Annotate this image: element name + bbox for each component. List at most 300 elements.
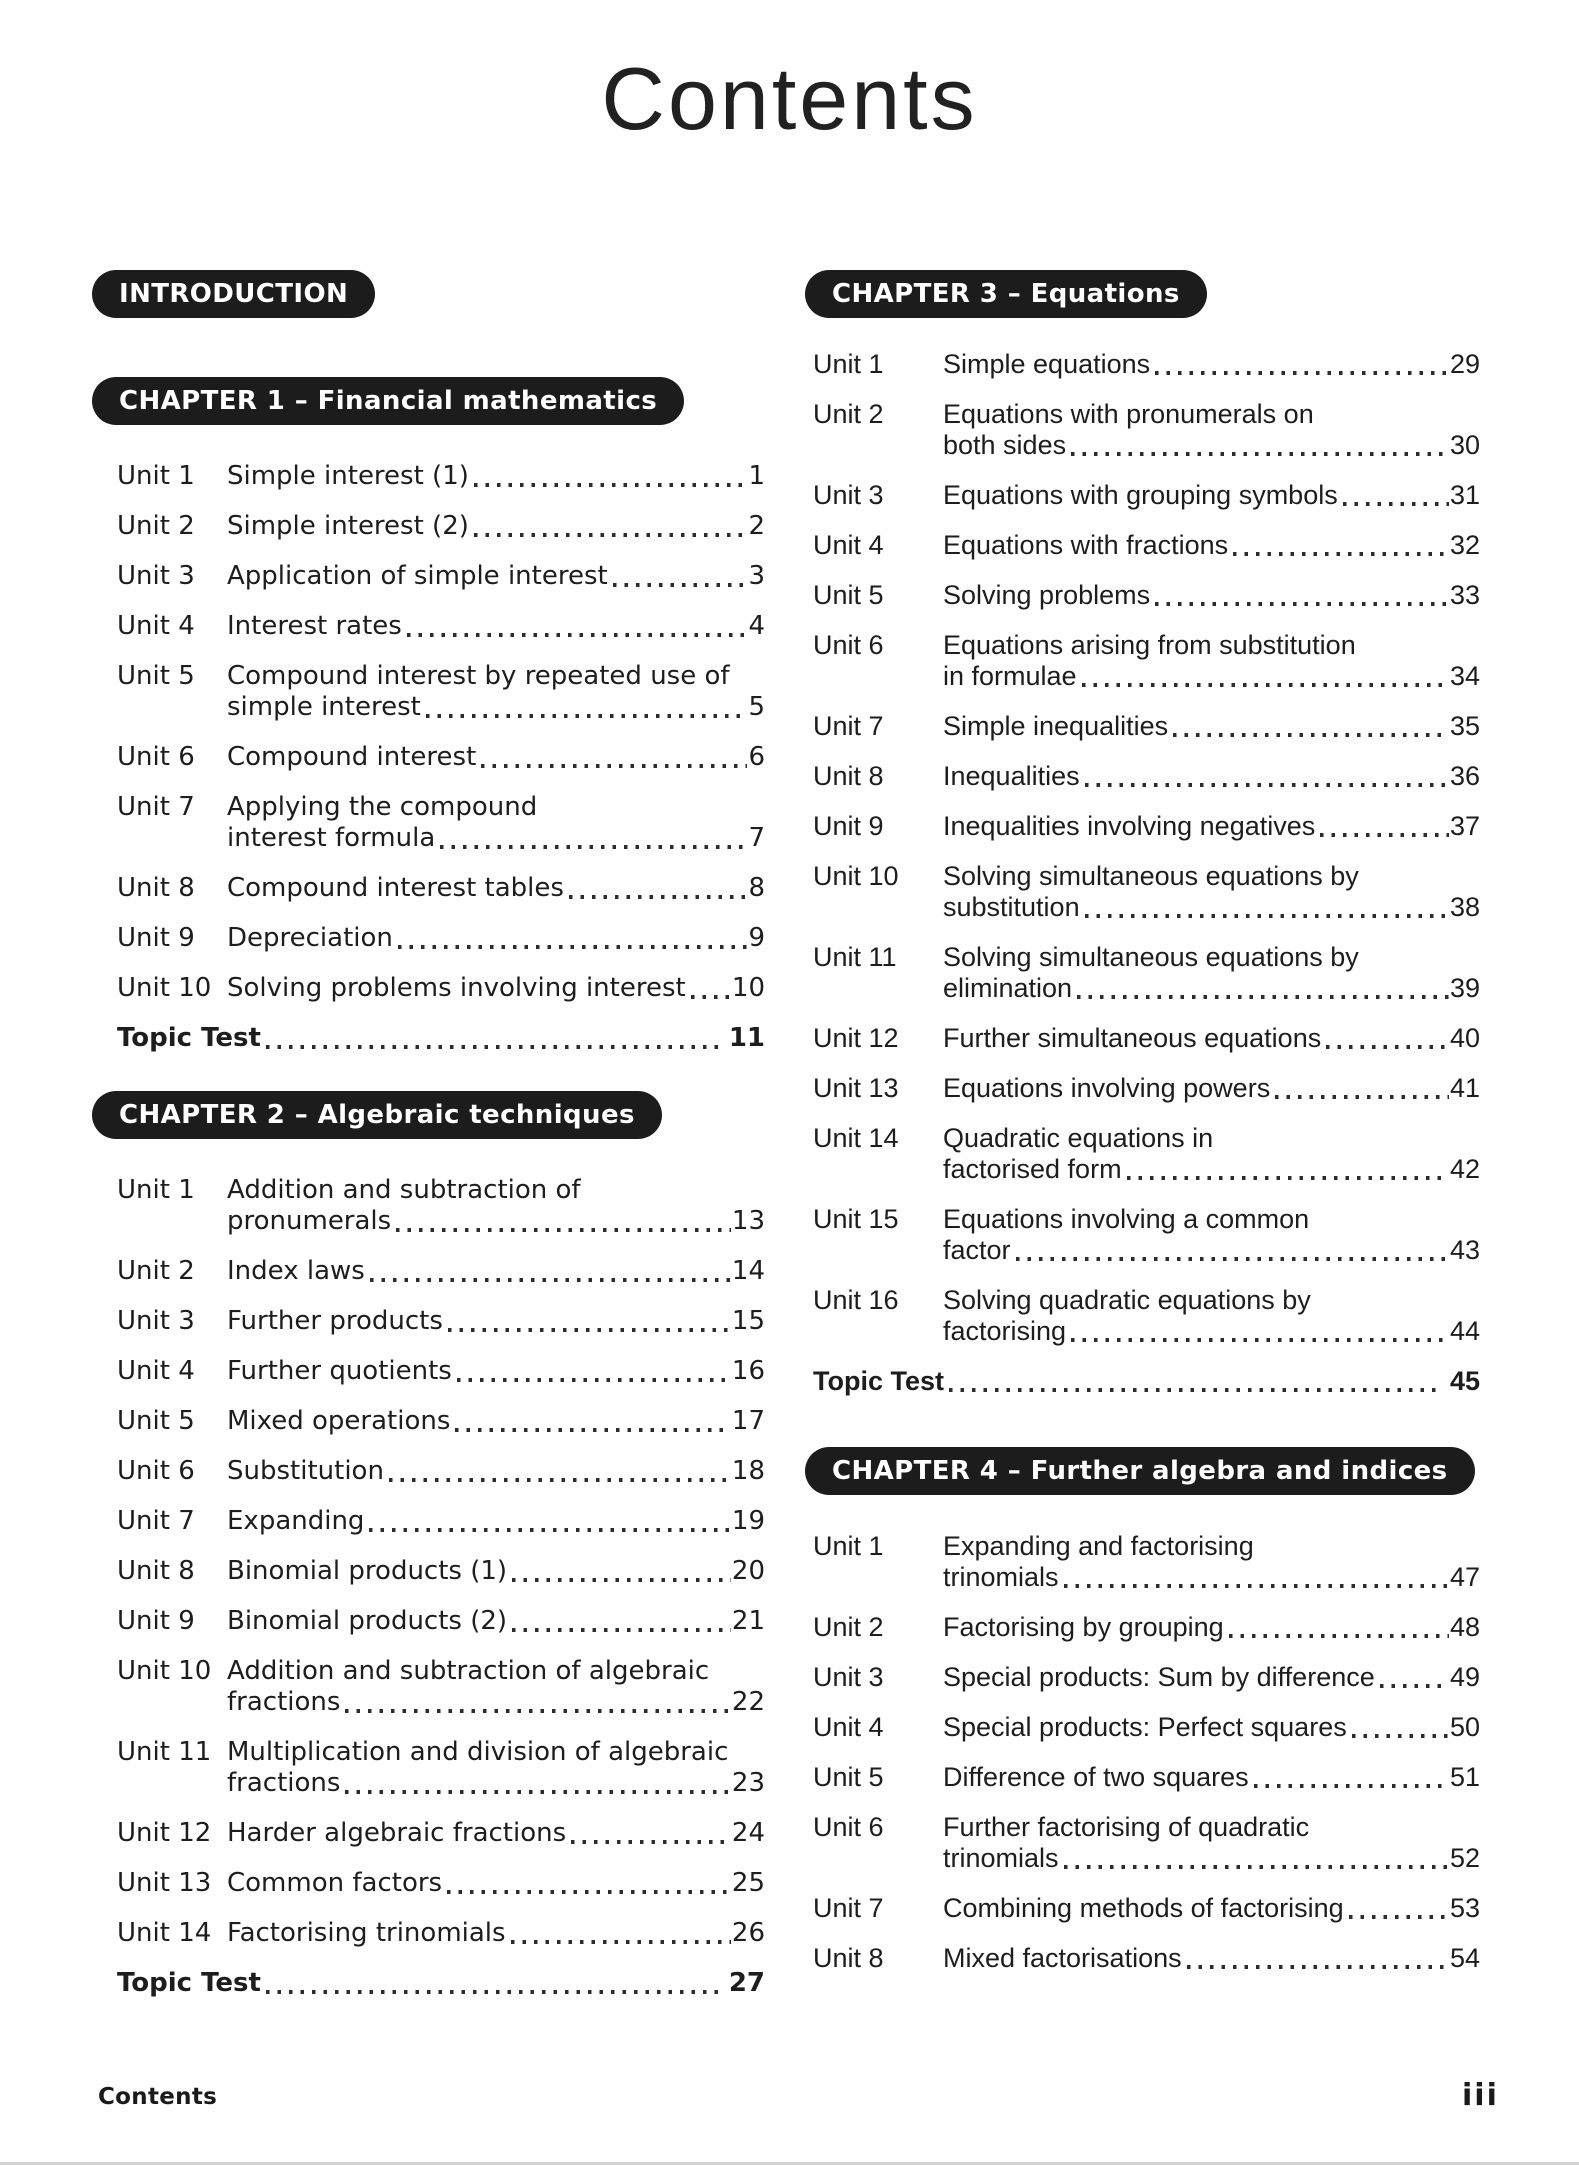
toc-entry [813, 530, 1480, 561]
unit-page-number: 25 [731, 1868, 765, 1898]
unit-title-last-line [227, 823, 765, 854]
dot-leader [1127, 1176, 1449, 1180]
unit-title: trinomials [943, 1562, 1059, 1592]
unit-title-block [227, 611, 765, 642]
unit-page-number: 50 [1449, 1712, 1480, 1742]
unit-page-number: 22 [731, 1687, 765, 1717]
unit-label: Unit 9 [117, 1606, 195, 1636]
unit-title: Compound interest [227, 742, 477, 772]
unit-page-number: 34 [1449, 661, 1480, 691]
unit-page-number: 14 [731, 1256, 765, 1286]
unit-title-last-line [943, 1562, 1480, 1593]
topic-test-entry [813, 1366, 1480, 1397]
unit-title-last-line [943, 711, 1480, 742]
dot-leader [266, 1045, 720, 1049]
footer-page-number: iii [1462, 2078, 1499, 2113]
topic-test-page-number: 11 [728, 1023, 765, 1053]
toc-entry [117, 1306, 765, 1337]
unit-title-line: Addition and subtraction of algebraic [227, 1656, 710, 1686]
dot-leader [1326, 1045, 1449, 1049]
toc-entry [117, 1356, 765, 1387]
unit-label: Unit 3 [117, 561, 195, 591]
toc-entry [117, 873, 765, 904]
unit-title-last-line [227, 1768, 765, 1799]
toc-entry [813, 711, 1480, 742]
unit-page-number: 19 [731, 1506, 765, 1536]
topic-test-line [813, 1366, 1480, 1397]
unit-label: Unit 6 [117, 742, 195, 772]
unit-page-number: 15 [731, 1306, 765, 1336]
dot-leader [613, 583, 748, 587]
unit-title-line: Applying the compound [227, 792, 538, 822]
unit-title-block [227, 1918, 765, 1949]
unit-label: Unit 6 [813, 1812, 884, 1842]
unit-page-number: 53 [1449, 1893, 1480, 1923]
unit-label: Unit 4 [813, 530, 884, 560]
dot-leader [1380, 1684, 1449, 1688]
unit-title-block [943, 711, 1480, 742]
unit-title-last-line [943, 580, 1480, 611]
unit-page-number: 26 [731, 1918, 765, 1948]
unit-page-number: 32 [1449, 530, 1480, 560]
topic-test-page-number: 45 [1449, 1366, 1480, 1396]
unit-title-block [227, 873, 765, 904]
unit-page-number: 52 [1449, 1843, 1480, 1873]
unit-label: Unit 10 [117, 1656, 212, 1686]
unit-title-last-line [227, 1506, 765, 1537]
unit-title-block [943, 1893, 1480, 1924]
toc-entry [813, 349, 1480, 380]
unit-title-block [227, 1556, 765, 1587]
unit-label: Unit 2 [813, 1612, 884, 1642]
unit-title-last-line [943, 973, 1480, 1004]
unit-page-number: 29 [1449, 349, 1480, 379]
unit-title-last-line [943, 892, 1480, 923]
unit-title-last-line [227, 511, 765, 542]
unit-title-line: Equations involving a common [943, 1204, 1310, 1234]
unit-label: Unit 8 [117, 1556, 195, 1586]
unit-title-block [943, 349, 1480, 380]
unit-title-block [227, 1818, 765, 1849]
unit-title-last-line [943, 1843, 1480, 1874]
dot-leader [474, 533, 748, 537]
unit-title-block [227, 742, 765, 773]
unit-title-block [227, 1506, 765, 1537]
dot-leader [345, 1790, 730, 1794]
unit-title-last-line [227, 923, 765, 954]
unit-title-block [227, 661, 765, 723]
unit-title-last-line [227, 1456, 765, 1487]
unit-page-number: 5 [748, 692, 765, 722]
toc-entry [813, 1123, 1480, 1185]
dot-leader [1077, 995, 1449, 999]
unit-page-number: 24 [731, 1818, 765, 1848]
dot-leader [457, 1378, 731, 1382]
unit-title-last-line [227, 561, 765, 592]
unit-title-last-line [227, 1918, 765, 1949]
unit-title-block [943, 1612, 1480, 1643]
unit-page-number: 6 [748, 742, 765, 772]
unit-page-number: 40 [1449, 1023, 1480, 1053]
unit-title-last-line [943, 1316, 1480, 1347]
unit-title-block [227, 1606, 765, 1637]
unit-title-line: Equations with pronumerals on [943, 399, 1314, 429]
dot-leader [949, 1388, 1441, 1392]
unit-title-last-line [227, 1206, 765, 1237]
unit-page-number: 47 [1449, 1562, 1480, 1592]
unit-page-number: 17 [731, 1406, 765, 1436]
unit-label: Unit 5 [117, 1406, 195, 1436]
unit-label: Unit 3 [813, 480, 884, 510]
dot-leader [512, 1578, 731, 1582]
unit-title: Factorising trinomials [227, 1918, 506, 1948]
unit-title: factorised form [943, 1154, 1122, 1184]
unit-label: Unit 4 [117, 1356, 195, 1386]
toc-entry [117, 1175, 765, 1237]
toc-entry [117, 561, 765, 592]
unit-title-last-line [227, 1687, 765, 1718]
unit-title-last-line [943, 430, 1480, 461]
unit-title: Factorising by grouping [943, 1612, 1224, 1642]
unit-page-number: 48 [1449, 1612, 1480, 1642]
unit-title: trinomials [943, 1843, 1059, 1873]
unit-page-number: 16 [731, 1356, 765, 1386]
unit-title-block [227, 1306, 765, 1337]
unit-title-last-line [227, 1606, 765, 1637]
unit-title-last-line [943, 480, 1480, 511]
unit-title: Simple interest (1) [227, 461, 469, 491]
unit-title: factor [943, 1235, 1011, 1265]
topic-test-label: Topic Test [813, 1366, 945, 1396]
dot-leader [474, 483, 748, 487]
unit-title: Binomial products (1) [227, 1556, 508, 1586]
unit-label: Unit 2 [117, 1256, 195, 1286]
toc-entry [813, 1662, 1480, 1693]
unit-label: Unit 15 [813, 1204, 899, 1234]
unit-title: elimination [943, 973, 1073, 1003]
unit-title-block [227, 511, 765, 542]
unit-title-block [943, 942, 1480, 1004]
dot-leader [511, 1940, 731, 1944]
dot-leader [1187, 1965, 1449, 1969]
toc-entry [117, 973, 765, 1004]
unit-title: fractions [227, 1687, 341, 1717]
unit-page-number: 49 [1449, 1662, 1480, 1692]
unit-title: interest formula [227, 823, 436, 853]
unit-title-block [227, 792, 765, 854]
unit-title-block [943, 1762, 1480, 1793]
unit-label: Unit 13 [813, 1073, 899, 1103]
dot-leader [1082, 683, 1449, 687]
unit-page-number: 38 [1449, 892, 1480, 922]
unit-title-last-line [227, 611, 765, 642]
toc-entry [117, 511, 765, 542]
unit-title: substitution [943, 892, 1080, 922]
unit-title: Further products [227, 1306, 443, 1336]
topic-test-entry [117, 1968, 765, 1999]
dot-leader [407, 633, 748, 637]
unit-label: Unit 11 [813, 942, 897, 972]
unit-label: Unit 16 [813, 1285, 899, 1315]
topic-test-page-number: 27 [728, 1968, 765, 1998]
dot-leader [426, 714, 748, 718]
unit-page-number: 7 [748, 823, 765, 853]
unit-label: Unit 6 [117, 1456, 195, 1486]
toc-entry [813, 761, 1480, 792]
unit-label: Unit 4 [813, 1712, 884, 1742]
unit-title-block [943, 1285, 1480, 1347]
dot-leader [481, 764, 747, 768]
unit-title-line: Further factorising of quadratic [943, 1812, 1310, 1842]
unit-title-line: Multiplication and division of algebraic [227, 1737, 729, 1767]
toc-entry [813, 942, 1480, 1004]
dot-leader [571, 1840, 731, 1844]
toc-entry [813, 1893, 1480, 1924]
unit-title-block [943, 1023, 1480, 1054]
unit-page-number: 44 [1449, 1316, 1480, 1346]
unit-title: Inequalities [943, 761, 1080, 791]
unit-title: Solving problems involving interest [227, 973, 686, 1003]
dot-leader [1064, 1865, 1449, 1869]
chapter-1-unit-list [117, 461, 765, 1054]
dot-leader [1085, 783, 1449, 787]
toc-entry [813, 1531, 1480, 1593]
unit-page-number: 30 [1449, 430, 1480, 460]
unit-label: Unit 7 [117, 1506, 195, 1536]
unit-title-last-line [943, 349, 1480, 380]
dot-leader [396, 1228, 731, 1232]
unit-label: Unit 1 [117, 461, 195, 491]
dot-leader [1064, 1584, 1449, 1588]
unit-title-last-line [943, 1612, 1480, 1643]
unit-title: Special products: Sum by difference [943, 1662, 1375, 1692]
unit-label: Unit 8 [813, 761, 884, 791]
unit-title-block [227, 1656, 765, 1718]
dot-leader [1155, 602, 1449, 606]
unit-title-line: Equations arising from substitution [943, 630, 1356, 660]
unit-title-last-line [227, 1868, 765, 1899]
toc-entry [813, 580, 1480, 611]
unit-title-line: Solving simultaneous equations by [943, 861, 1359, 891]
unit-title-last-line [227, 1556, 765, 1587]
unit-page-number: 13 [731, 1206, 765, 1236]
unit-title: Solving problems [943, 580, 1151, 610]
unit-title: Combining methods of factorising [943, 1893, 1344, 1923]
unit-title-block [943, 1204, 1480, 1266]
dot-leader [1085, 914, 1449, 918]
toc-entry [117, 742, 765, 773]
dot-leader [1071, 452, 1449, 456]
unit-title-last-line [227, 692, 765, 723]
left-column [92, 270, 765, 2018]
dot-leader [1349, 1915, 1449, 1919]
unit-page-number: 31 [1449, 480, 1480, 510]
dot-leader [1155, 371, 1449, 375]
unit-title-block [943, 1531, 1480, 1593]
unit-label: Unit 10 [813, 861, 899, 891]
unit-title-block [227, 973, 765, 1004]
unit-title: Equations with fractions [943, 530, 1229, 560]
unit-title-last-line [227, 1406, 765, 1437]
topic-test-label: Topic Test [117, 1968, 261, 1998]
unit-title: Harder algebraic fractions [227, 1818, 567, 1848]
topic-test-entry [117, 1023, 765, 1054]
toc-entry [813, 399, 1480, 461]
unit-page-number: 10 [731, 973, 765, 1003]
unit-label: Unit 3 [117, 1306, 195, 1336]
toc-entry [117, 1556, 765, 1587]
unit-title-block [943, 399, 1480, 461]
unit-title-last-line [943, 1943, 1480, 1974]
unit-title-last-line [227, 1306, 765, 1337]
toc-entry [813, 1204, 1480, 1266]
unit-title-last-line [943, 1712, 1480, 1743]
unit-label: Unit 1 [813, 349, 884, 379]
toc-entry [117, 923, 765, 954]
unit-label: Unit 12 [117, 1818, 212, 1848]
dot-leader [691, 995, 731, 999]
unit-label: Unit 4 [117, 611, 195, 641]
toc-entry [813, 811, 1480, 842]
unit-label: Unit 1 [117, 1175, 195, 1205]
unit-label: Unit 12 [813, 1023, 899, 1053]
toc-entry [813, 1612, 1480, 1643]
right-column [805, 270, 1480, 1993]
toc-entry [813, 1285, 1480, 1347]
unit-title: Expanding [227, 1506, 365, 1536]
unit-page-number: 41 [1449, 1073, 1480, 1103]
toc-entry [117, 1656, 765, 1718]
unit-title: Equations with grouping symbols [943, 480, 1338, 510]
unit-page-number: 4 [748, 611, 765, 641]
unit-page-number: 23 [731, 1768, 765, 1798]
unit-title-line: Expanding and factorising [943, 1531, 1254, 1561]
unit-title: Mixed factorisations [943, 1943, 1182, 1973]
unit-title-last-line [943, 1662, 1480, 1693]
unit-label: Unit 13 [117, 1868, 212, 1898]
unit-title-block [227, 1175, 765, 1237]
unit-title-block [227, 1456, 765, 1487]
unit-title: Simple equations [943, 349, 1151, 379]
chapter-2-badge: CHAPTER 2 – Algebraic techniques [92, 1091, 662, 1139]
unit-page-number: 3 [748, 561, 765, 591]
toc-entry [813, 1023, 1480, 1054]
unit-label: Unit 11 [117, 1737, 212, 1767]
toc-entry [813, 1812, 1480, 1874]
unit-label: Unit 14 [117, 1918, 212, 1948]
dot-leader [1254, 1784, 1449, 1788]
unit-title-last-line [943, 1073, 1480, 1104]
unit-title: in formulae [943, 661, 1077, 691]
unit-title: Inequalities involving negatives [943, 811, 1316, 841]
unit-page-number: 39 [1449, 973, 1480, 1003]
unit-label: Unit 9 [117, 923, 195, 953]
unit-title: Further simultaneous equations [943, 1023, 1322, 1053]
introduction-badge: INTRODUCTION [92, 270, 375, 318]
unit-title-block [943, 480, 1480, 511]
unit-title: Mixed operations [227, 1406, 451, 1436]
toc-entry [813, 480, 1480, 511]
unit-page-number: 8 [748, 873, 765, 903]
unit-page-number: 2 [748, 511, 765, 541]
dot-leader [370, 1278, 731, 1282]
unit-title: Application of simple interest [227, 561, 608, 591]
unit-title-last-line [943, 1762, 1480, 1793]
unit-title: Special products: Perfect squares [943, 1712, 1347, 1742]
chapter-3-badge: CHAPTER 3 – Equations [805, 270, 1207, 318]
unit-title-block [943, 861, 1480, 923]
unit-title-last-line [227, 742, 765, 773]
unit-label: Unit 2 [813, 399, 884, 429]
dot-leader [1071, 1338, 1449, 1342]
unit-title: Substitution [227, 1456, 384, 1486]
unit-title: Depreciation [227, 923, 393, 953]
unit-title-block [943, 1123, 1480, 1185]
unit-title: Binomial products (2) [227, 1606, 508, 1636]
footer-section-label: Contents [98, 2084, 218, 2110]
unit-title-block [227, 1406, 765, 1437]
dot-leader [448, 1328, 731, 1332]
unit-label: Unit 10 [117, 973, 212, 1003]
unit-title-last-line [227, 873, 765, 904]
dot-leader [389, 1478, 731, 1482]
toc-entry [813, 1073, 1480, 1104]
unit-label: Unit 14 [813, 1123, 899, 1153]
page-title: Contents [601, 49, 978, 148]
unit-page-number: 20 [731, 1556, 765, 1586]
unit-title-last-line [943, 661, 1480, 692]
unit-title: fractions [227, 1768, 341, 1798]
chapter-4-badge: CHAPTER 4 – Further algebra and indices [805, 1447, 1475, 1495]
dot-leader [1233, 552, 1449, 556]
unit-title: Further quotients [227, 1356, 452, 1386]
toc-entry [117, 1406, 765, 1437]
dot-leader [1229, 1634, 1449, 1638]
toc-entry [117, 661, 765, 723]
unit-title-block [943, 761, 1480, 792]
dot-leader [512, 1628, 731, 1632]
unit-title-block [227, 561, 765, 592]
unit-title-last-line [943, 1154, 1480, 1185]
chapter-4-unit-list [813, 1531, 1480, 1974]
unit-title-block [943, 811, 1480, 842]
toc-entry [117, 1868, 765, 1899]
unit-page-number: 21 [731, 1606, 765, 1636]
dot-leader [266, 1990, 720, 1994]
toc-entry [117, 1456, 765, 1487]
unit-title-block [943, 530, 1480, 561]
unit-title: simple interest [227, 692, 421, 722]
unit-label: Unit 9 [813, 811, 884, 841]
toc-entry [813, 1762, 1480, 1793]
unit-title-last-line [227, 1356, 765, 1387]
dot-leader [569, 895, 748, 899]
dot-leader [1352, 1734, 1449, 1738]
unit-title: Difference of two squares [943, 1762, 1249, 1792]
unit-title-block [943, 1073, 1480, 1104]
unit-title-block [227, 923, 765, 954]
unit-title-line: Addition and subtraction of [227, 1175, 581, 1205]
unit-page-number: 54 [1449, 1943, 1480, 1973]
toc-entry [813, 630, 1480, 692]
unit-label: Unit 7 [813, 711, 884, 741]
unit-title-last-line [227, 973, 765, 1004]
dot-leader [447, 1890, 731, 1894]
chapter-2-unit-list [117, 1175, 765, 1999]
chapter-1-badge: CHAPTER 1 – Financial mathematics [92, 377, 684, 425]
unit-title-last-line [943, 761, 1480, 792]
toc-entry [117, 461, 765, 492]
